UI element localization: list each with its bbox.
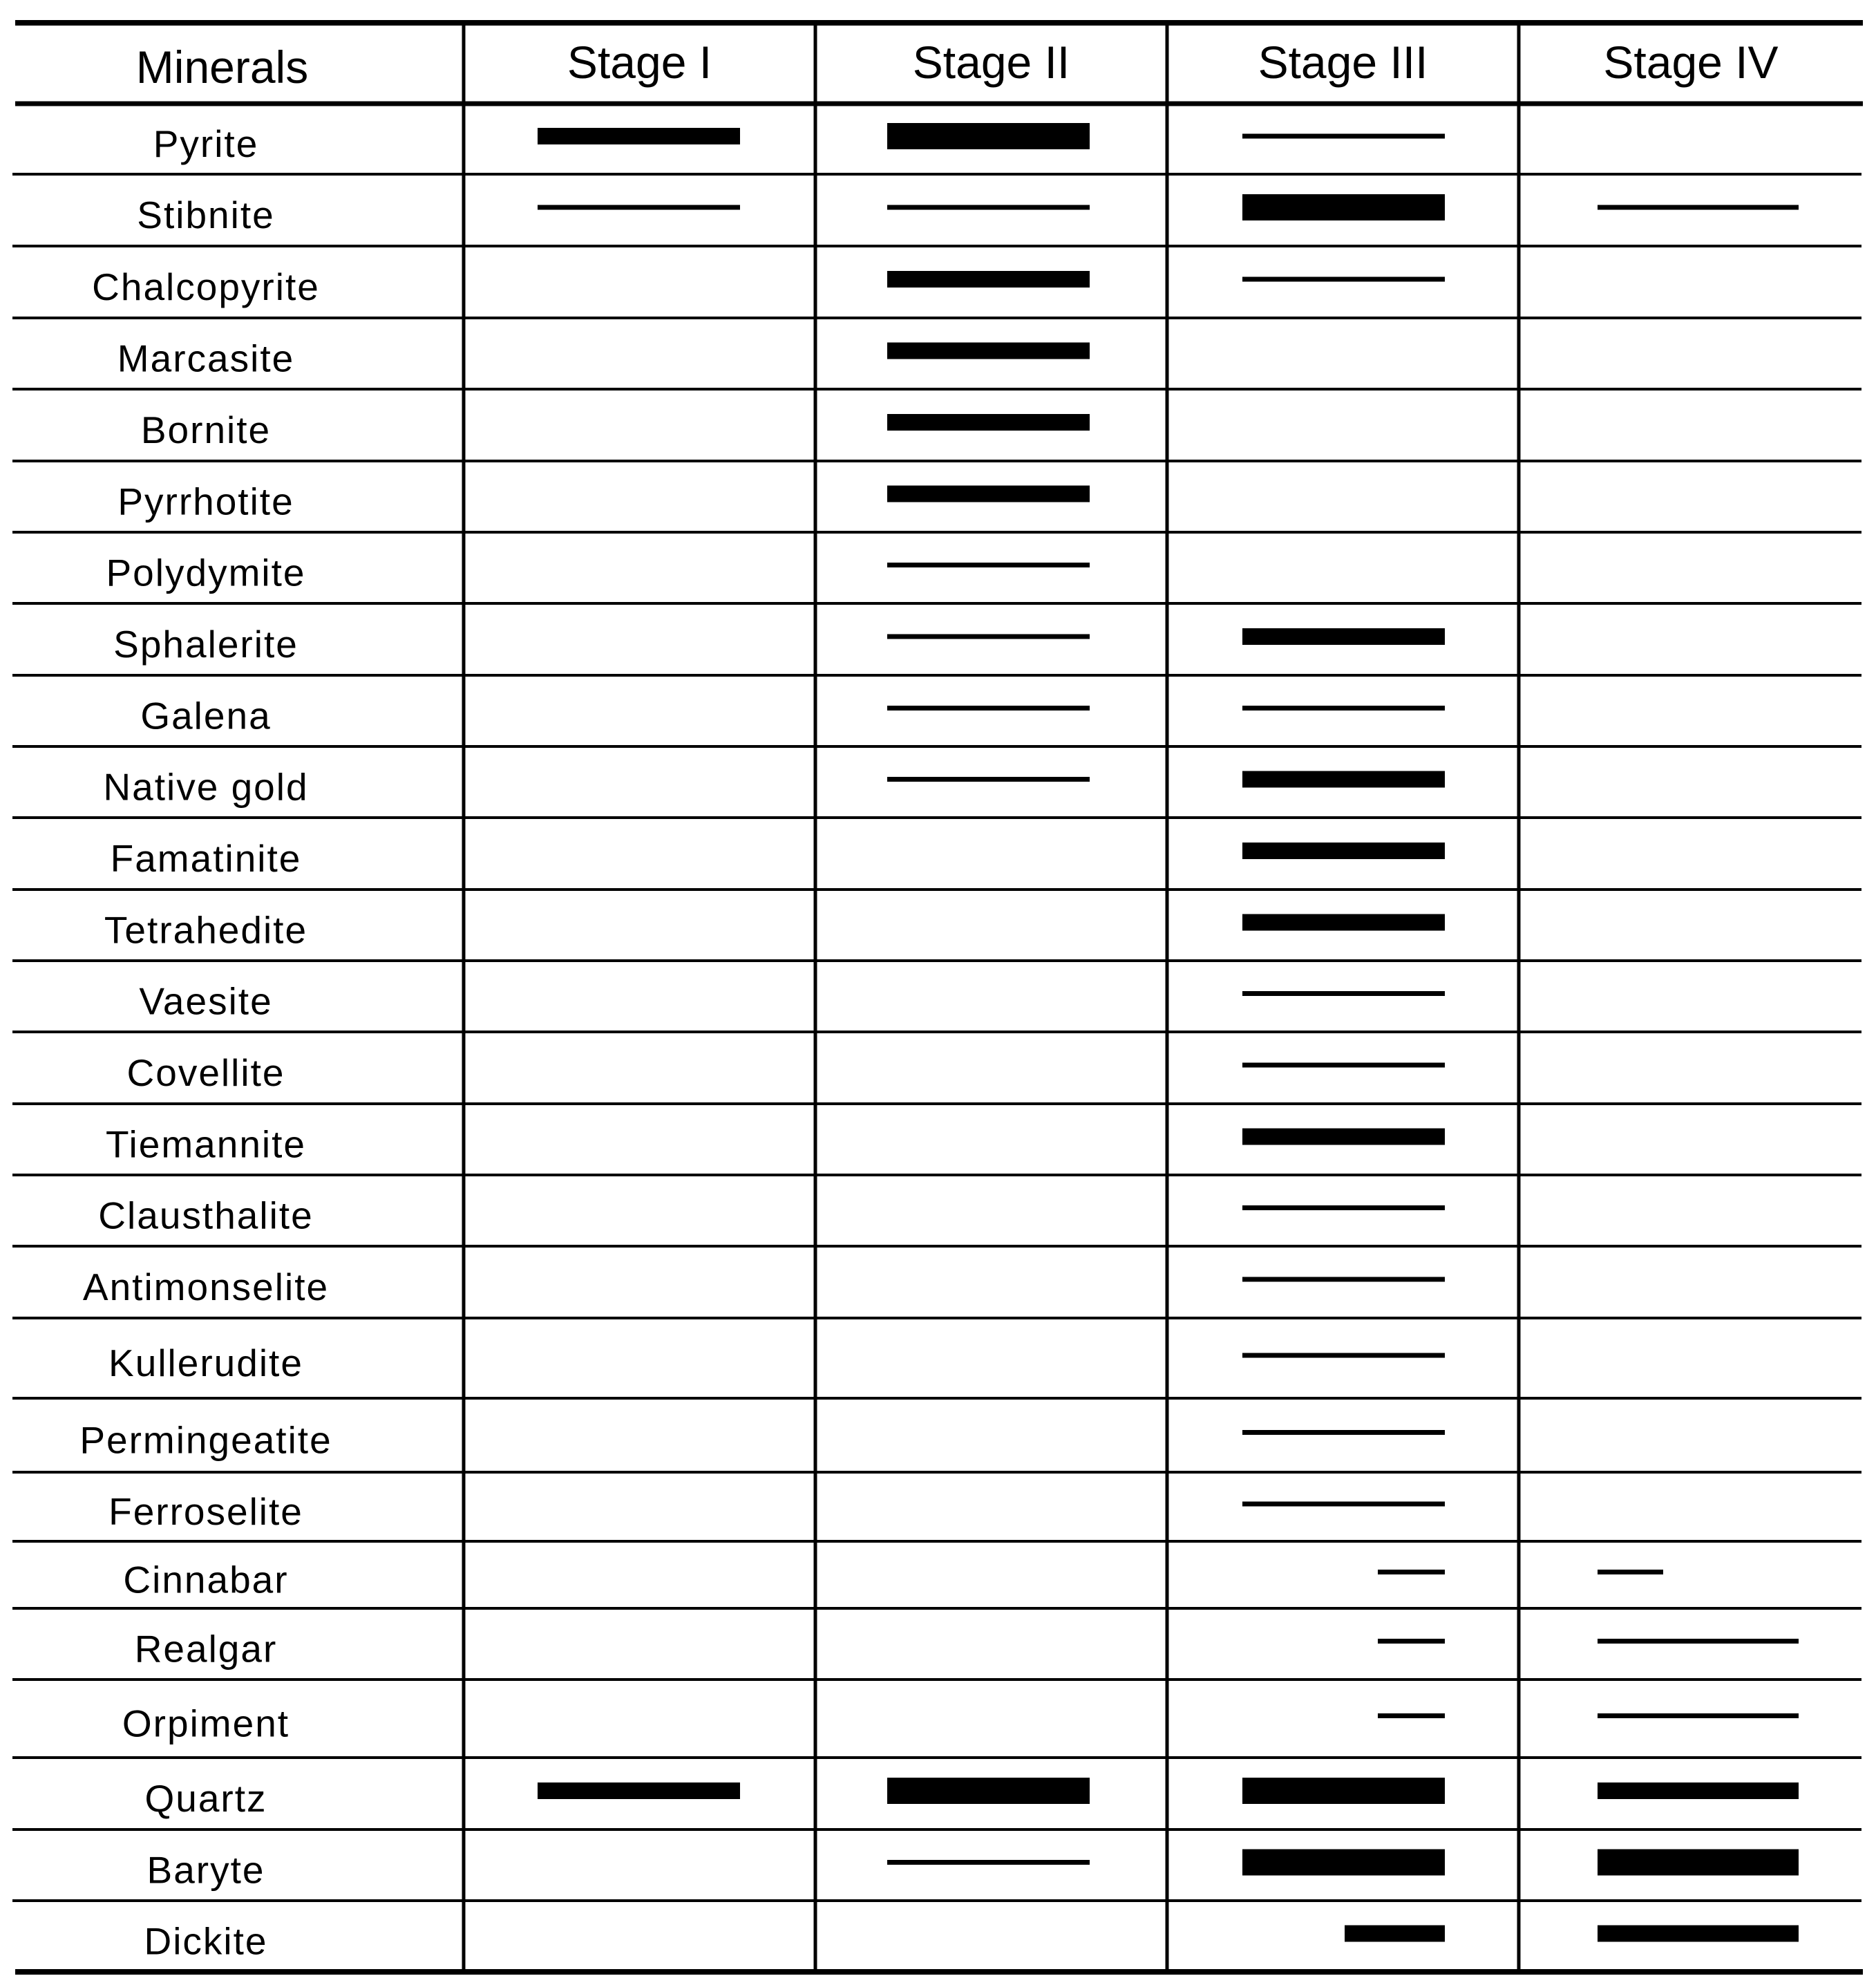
abundance-bar-quartz-stage-1 (538, 1782, 740, 1799)
mineral-label: Quartz (144, 1777, 267, 1820)
mineral-label: Permingeatite (79, 1418, 332, 1462)
abundance-bar-galena-stage-3 (1242, 706, 1445, 711)
abundance-bar-tiemannite-stage-3 (1242, 1129, 1445, 1145)
abundance-bar-sphalerite-stage-3 (1242, 628, 1445, 645)
mineral-label: Pyrite (153, 122, 259, 165)
abundance-bar-permingeatite-stage-3 (1242, 1430, 1445, 1435)
abundance-bar-clausthalite-stage-3 (1242, 1205, 1445, 1210)
mineral-label: Marcasite (117, 337, 295, 380)
abundance-bar-orpiment-stage-3 (1378, 1713, 1445, 1718)
mineral-label: Pyrrhotite (117, 480, 294, 523)
column-header: Minerals (135, 41, 309, 93)
abundance-bar-sphalerite-stage-2 (887, 634, 1090, 639)
abundance-bar-quartz-stage-2 (887, 1778, 1090, 1804)
abundance-bar-cinnabar-stage-4 (1598, 1570, 1663, 1574)
abundance-bar-stibnite-stage-2 (887, 205, 1090, 210)
column-header: Stage I (567, 37, 712, 88)
mineral-label: Antimonselite (82, 1266, 330, 1308)
abundance-bar-dickite-stage-3 (1345, 1926, 1445, 1942)
mineral-label: Tetrahedite (104, 908, 308, 952)
abundance-bar-vaesite-stage-3 (1242, 991, 1445, 996)
mineral-label: Cinnabar (123, 1558, 289, 1601)
abundance-bar-dickite-stage-4 (1598, 1926, 1799, 1942)
mineral-label: Dickite (144, 1919, 268, 1963)
abundance-bar-bornite-stage-2 (887, 414, 1090, 431)
abundance-bar-chalcopyrite-stage-3 (1242, 277, 1445, 282)
abundance-bar-baryte-stage-2 (887, 1860, 1090, 1865)
mineral-label: Native gold (103, 765, 309, 809)
table-grid (12, 23, 1863, 1972)
abundance-bar-famatinite-stage-3 (1242, 843, 1445, 859)
abundance-bar-stibnite-stage-1 (538, 205, 740, 210)
mineral-labels (79, 122, 332, 1963)
mineral-label: Orpiment (122, 1702, 290, 1745)
abundance-bar-marcasite-stage-2 (887, 343, 1090, 359)
abundance-bar-tetrahedite-stage-3 (1242, 914, 1445, 931)
column-header: Stage III (1258, 37, 1428, 88)
abundance-bar-stibnite-stage-3 (1242, 194, 1445, 220)
mineral-label: Vaesite (139, 979, 273, 1023)
mineral-label: Chalcopyrite (92, 265, 320, 308)
mineral-label: Baryte (146, 1848, 265, 1892)
abundance-bar-baryte-stage-3 (1242, 1850, 1445, 1876)
mineral-label: Sphalerite (113, 623, 299, 666)
mineral-label: Bornite (140, 408, 272, 451)
column-header: Stage II (912, 37, 1070, 88)
column-headers (136, 37, 1779, 93)
abundance-bar-polydymite-stage-2 (887, 563, 1090, 567)
abundance-bar-pyrrhotite-stage-2 (887, 486, 1090, 502)
mineral-label: Polydymite (106, 551, 306, 594)
abundance-bar-pyrite-stage-1 (538, 128, 740, 144)
abundance-bar-realgar-stage-4 (1598, 1639, 1799, 1644)
abundance-bar-kullerudite-stage-3 (1242, 1353, 1445, 1358)
mineral-label: Galena (140, 694, 272, 737)
abundance-bar-chalcopyrite-stage-2 (887, 271, 1090, 288)
abundance-bar-pyrite-stage-2 (887, 123, 1090, 149)
abundance-bar-covellite-stage-3 (1242, 1063, 1445, 1068)
abundance-bar-stibnite-stage-4 (1598, 205, 1799, 210)
column-header: Stage IV (1603, 37, 1779, 88)
abundance-bar-quartz-stage-4 (1598, 1782, 1799, 1799)
abundance-bar-galena-stage-2 (887, 706, 1090, 711)
mineral-label: Famatinite (110, 837, 302, 880)
mineral-label: Ferroselite (108, 1490, 303, 1533)
mineral-label: Kullerudite (108, 1342, 303, 1384)
abundance-bar-native-gold-stage-2 (887, 777, 1090, 782)
abundance-bar-orpiment-stage-4 (1598, 1713, 1799, 1718)
mineral-label: Realgar (134, 1627, 278, 1671)
abundance-bar-native-gold-stage-3 (1242, 771, 1445, 788)
mineral-label: Covellite (126, 1051, 285, 1094)
abundance-bar-quartz-stage-3 (1242, 1778, 1445, 1804)
abundance-bar-cinnabar-stage-3 (1378, 1570, 1445, 1574)
abundance-bar-ferroselite-stage-3 (1242, 1502, 1445, 1507)
mineral-label: Tiemannite (105, 1122, 307, 1166)
mineral-label: Stibnite (137, 194, 275, 236)
abundance-bar-antimonselite-stage-3 (1242, 1277, 1445, 1282)
abundance-bar-pyrite-stage-3 (1242, 134, 1445, 139)
abundance-bar-baryte-stage-4 (1598, 1850, 1799, 1876)
mineral-label: Clausthalite (98, 1194, 314, 1237)
abundance-bar-realgar-stage-3 (1378, 1639, 1445, 1644)
